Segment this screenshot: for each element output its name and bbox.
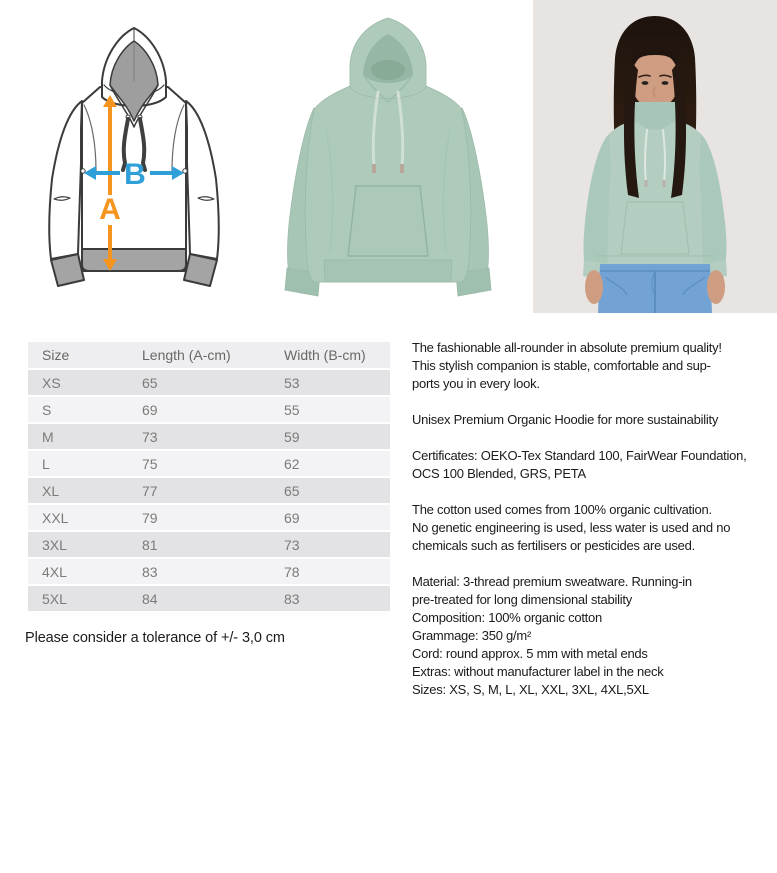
tolerance-note: Please consider a tolerance of +/- 3,0 cm	[25, 630, 285, 646]
width-cell: 55	[270, 397, 390, 422]
length-cell: 84	[128, 586, 270, 611]
width-cell: 62	[270, 451, 390, 476]
right-cuff	[184, 254, 217, 286]
width-cell: 65	[270, 478, 390, 503]
hoodie-measurement-diagram	[38, 22, 230, 294]
size-cell: 5XL	[28, 586, 128, 611]
description-line: Sizes: XS, S, M, L, XL, XXL, 3XL, 4XL,5XL	[412, 682, 649, 697]
description-line: Unisex Premium Organic Hoodie for more sustainability	[412, 412, 719, 427]
table-header-row	[28, 342, 390, 368]
table-row	[28, 451, 390, 476]
length-cell: 83	[128, 559, 270, 584]
width-cell: 53	[270, 370, 390, 395]
description-line: Grammage: 350 g/m²	[412, 628, 532, 643]
model-jeans	[598, 264, 712, 313]
size-column-header: Size	[28, 342, 128, 368]
table-row	[28, 478, 390, 503]
size-cell: XL	[28, 478, 128, 503]
drawstring-aglet	[663, 180, 666, 187]
description-line: Composition: 100% organic cotton	[412, 610, 603, 625]
description-line: ports you in every look.	[412, 376, 540, 391]
length-cell: 75	[128, 451, 270, 476]
width-column-header: Width (B-cm)	[270, 342, 390, 368]
hem-band	[324, 260, 452, 282]
size-cell: XS	[28, 370, 128, 395]
table-row	[28, 505, 390, 530]
width-cell: 59	[270, 424, 390, 449]
table-row	[28, 559, 390, 584]
length-cell: 73	[128, 424, 270, 449]
length-cell: 69	[128, 397, 270, 422]
description-line: OCS 100 Blended, GRS, PETA	[412, 466, 586, 481]
drawstring-aglet	[645, 180, 648, 187]
length-cell: 65	[128, 370, 270, 395]
length-cell: 77	[128, 478, 270, 503]
size-cell: M	[28, 424, 128, 449]
length-cell: 81	[128, 532, 270, 557]
length-column-header: Length (A-cm)	[128, 342, 270, 368]
description-paragraph	[412, 573, 774, 699]
hoodie-body	[596, 122, 715, 264]
description-line: chemicals such as fertilisers or pesticides are used.	[412, 538, 695, 553]
model-face	[631, 51, 679, 109]
table-row	[28, 424, 390, 449]
table-row	[28, 586, 390, 611]
length-arrow-label: A	[99, 193, 121, 226]
width-arrow-label: B	[124, 158, 146, 191]
hoodie-product-photo	[266, 10, 510, 302]
table-row	[28, 532, 390, 557]
size-cell: 3XL	[28, 532, 128, 557]
model-hand	[707, 270, 725, 304]
drawstring-aglet	[372, 164, 376, 173]
size-cell: XXL	[28, 505, 128, 530]
sage-hoodie-flat	[266, 10, 510, 302]
description-line: The fashionable all-rounder in absolute premium quality!	[412, 340, 722, 355]
description-line: Certificates: OEKO-Tex Standard 100, FairWear Foundation,	[412, 448, 747, 463]
description-line: Material: 3-thread premium sweatware. Running-in	[412, 574, 692, 589]
drawstring-aglet	[400, 164, 404, 173]
description-line: Extras: without manufacturer label in the neck	[412, 664, 664, 679]
width-cell: 69	[270, 505, 390, 530]
size-cell: 4XL	[28, 559, 128, 584]
size-table	[28, 340, 390, 613]
product-description	[412, 339, 774, 717]
model-hand	[585, 270, 603, 304]
size-table-body	[28, 370, 390, 611]
left-sleeve	[49, 101, 82, 259]
description-paragraph	[412, 339, 774, 393]
table-row	[28, 397, 390, 422]
description-line: The cotton used comes from 100% organic cultivation.	[412, 502, 712, 517]
hoodie-model-photo	[533, 0, 777, 313]
hoodie-line-drawing	[38, 22, 230, 294]
description-paragraph	[412, 501, 774, 555]
description-line: No genetic engineering is used, less water is used and no	[412, 520, 731, 535]
description-paragraph	[412, 411, 774, 429]
table-row	[28, 370, 390, 395]
size-cell: S	[28, 397, 128, 422]
width-cell: 83	[270, 586, 390, 611]
left-cuff	[51, 254, 84, 286]
size-cell: L	[28, 451, 128, 476]
width-cell: 73	[270, 532, 390, 557]
hem-band	[82, 249, 186, 271]
description-paragraph	[412, 447, 774, 483]
description-line: This stylish companion is stable, comfortable and sup-	[412, 358, 711, 373]
kangaroo-pocket	[348, 186, 428, 256]
right-sleeve	[186, 101, 219, 259]
length-cell: 79	[128, 505, 270, 530]
model-wearing-hoodie	[533, 0, 777, 313]
width-cell: 78	[270, 559, 390, 584]
description-line: Cord: round approx. 5 mm with metal ends	[412, 646, 648, 661]
description-line: pre-treated for long dimensional stability	[412, 592, 633, 607]
